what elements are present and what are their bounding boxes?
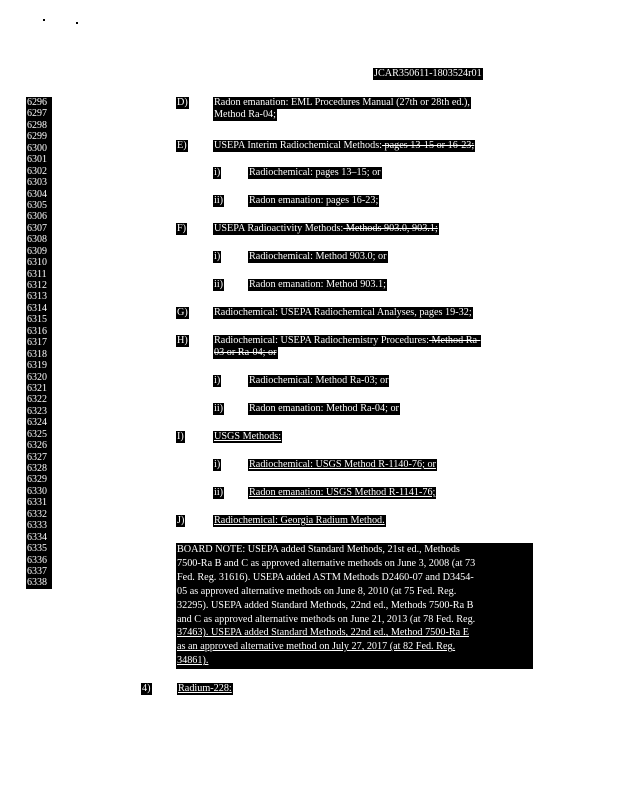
line-number: 6300 <box>26 143 52 154</box>
item-marker-e-i: i) <box>214 167 221 178</box>
line-number: 6309 <box>26 246 52 257</box>
line-number: 6301 <box>26 154 52 165</box>
item-f-ii-text: Radon emanation: Method 903.1; <box>249 279 386 290</box>
board-note-line: 34861). <box>177 655 209 667</box>
item-marker-i: I) <box>177 431 184 442</box>
line-number-column <box>26 97 52 589</box>
board-note-line: 05 as approved alternative methods on June 8, 2010 (at 75 Fed. Reg. <box>177 585 457 597</box>
line-number: 6316 <box>26 326 52 337</box>
item-j-text: Radiochemical: Georgia Radium Method. <box>214 515 385 526</box>
line-number: 6332 <box>26 509 52 520</box>
line-number: 6318 <box>26 349 52 360</box>
line-number: 6324 <box>26 417 52 428</box>
line-number: 6338 <box>26 577 52 588</box>
item-4-text: Radium-228: <box>178 683 232 694</box>
item-marker-e-ii: ii) <box>214 195 224 206</box>
item-e-i-text: Radiochemical: pages 13–15; or <box>249 167 381 178</box>
item-f-text: USEPA Radioactivity Methods: Methods 903.0, 903.1; <box>214 223 438 234</box>
line-number: 6322 <box>26 394 52 405</box>
item-h-i-text: Radiochemical: Method Ra-03; or <box>249 375 389 386</box>
item-marker-f: F) <box>177 223 187 234</box>
item-marker-j: J) <box>177 515 185 526</box>
board-note-line: Fed. Reg. 31616). USEPA added ASTM Methods D2460-07 and D3454- <box>177 571 474 583</box>
line-number: 6314 <box>26 303 52 314</box>
item-i-text: USGS Methods: <box>214 431 282 442</box>
item-marker-g: G) <box>177 307 188 318</box>
line-number: 6327 <box>26 452 52 463</box>
board-note-line: 32295). USEPA added Standard Methods, 22nd ed., Methods 7500-Ra B <box>177 599 474 611</box>
item-marker-h-i: i) <box>214 375 221 386</box>
item-marker-i-ii: ii) <box>214 487 224 498</box>
item-marker-4: 4) <box>142 683 151 694</box>
board-note-line: BOARD NOTE: USEPA added Standard Methods, 21st ed., Methods <box>177 544 460 555</box>
item-marker-h: H) <box>177 335 188 346</box>
line-number: 6323 <box>26 406 52 417</box>
line-number: 6303 <box>26 177 52 188</box>
item-d-line2: Method Ra-04; <box>214 109 276 120</box>
line-number: 6317 <box>26 337 52 348</box>
line-number: 6308 <box>26 234 52 245</box>
line-number: 6310 <box>26 257 52 268</box>
line-number: 6298 <box>26 120 52 131</box>
line-number: 6328 <box>26 463 52 474</box>
line-number: 6311 <box>26 269 52 280</box>
item-g-text: Radiochemical: USEPA Radiochemical Analyses, pages 19-32; <box>214 307 472 318</box>
line-number: 6329 <box>26 474 52 485</box>
item-i-i-text: Radiochemical: USGS Method R-1140-76; or <box>249 459 436 470</box>
item-f-i-text: Radiochemical: Method 903.0; or <box>249 251 387 262</box>
item-marker-e: E) <box>177 140 187 151</box>
item-d-line1: Radon emanation: EML Procedures Manual (27th or 28th ed.), <box>214 97 470 108</box>
line-number: 6302 <box>26 166 52 177</box>
line-number: 6307 <box>26 223 52 234</box>
line-number: 6337 <box>26 566 52 577</box>
line-number: 6306 <box>26 211 52 222</box>
board-note-line: 7500-Ra B and C as approved alternative methods on June 3, 2008 (at 73 <box>177 557 476 569</box>
line-number: 6320 <box>26 372 52 383</box>
line-number: 6296 <box>26 97 52 108</box>
item-h-line2: 03 or Ra-04; or <box>214 347 277 358</box>
document-id: JCAR350611-1803524r01 <box>374 68 482 79</box>
scan-speck <box>76 22 78 24</box>
line-number: 6330 <box>26 486 52 497</box>
board-note-line: as an approved alternative method on July 27, 2017 (at 82 Fed. Reg. <box>177 641 456 653</box>
item-marker-d: D) <box>177 97 188 108</box>
scan-speck <box>43 19 45 21</box>
line-number: 6321 <box>26 383 52 394</box>
board-note-line: and C as approved alternative methods on June 21, 2013 (at 78 Fed. Reg. <box>177 613 476 625</box>
line-number: 6313 <box>26 291 52 302</box>
item-marker-f-i: i) <box>214 251 221 262</box>
line-number: 6304 <box>26 189 52 200</box>
item-e-text: USEPA Interim Radiochemical Methods: pages 13-15 or 16-23; <box>214 140 475 151</box>
line-number: 6305 <box>26 200 52 211</box>
item-marker-i-i: i) <box>214 459 221 470</box>
line-number: 6335 <box>26 543 52 554</box>
item-marker-f-ii: ii) <box>214 279 224 290</box>
item-e-ii-text: Radon emanation: pages 16-23; <box>249 195 379 206</box>
item-h-ii-text: Radon emanation: Method Ra-04; or <box>249 403 399 414</box>
item-i-ii-text: Radon emanation: USGS Method R-1141-76; <box>249 487 436 498</box>
line-number: 6333 <box>26 520 52 531</box>
line-number: 6315 <box>26 314 52 325</box>
line-number: 6331 <box>26 497 52 508</box>
board-note-line: 37463). USEPA added Standard Methods, 22nd ed., Method 7500-Ra E <box>177 627 469 639</box>
line-number: 6334 <box>26 532 52 543</box>
line-number: 6326 <box>26 440 52 451</box>
line-number: 6325 <box>26 429 52 440</box>
line-number: 6319 <box>26 360 52 371</box>
item-marker-h-ii: ii) <box>214 403 224 414</box>
item-h-text: Radiochemical: USEPA Radiochemistry Procedures: Method Ra- <box>214 335 481 346</box>
line-number: 6299 <box>26 131 52 142</box>
line-number: 6336 <box>26 555 52 566</box>
line-number: 6297 <box>26 108 52 119</box>
line-number: 6312 <box>26 280 52 291</box>
